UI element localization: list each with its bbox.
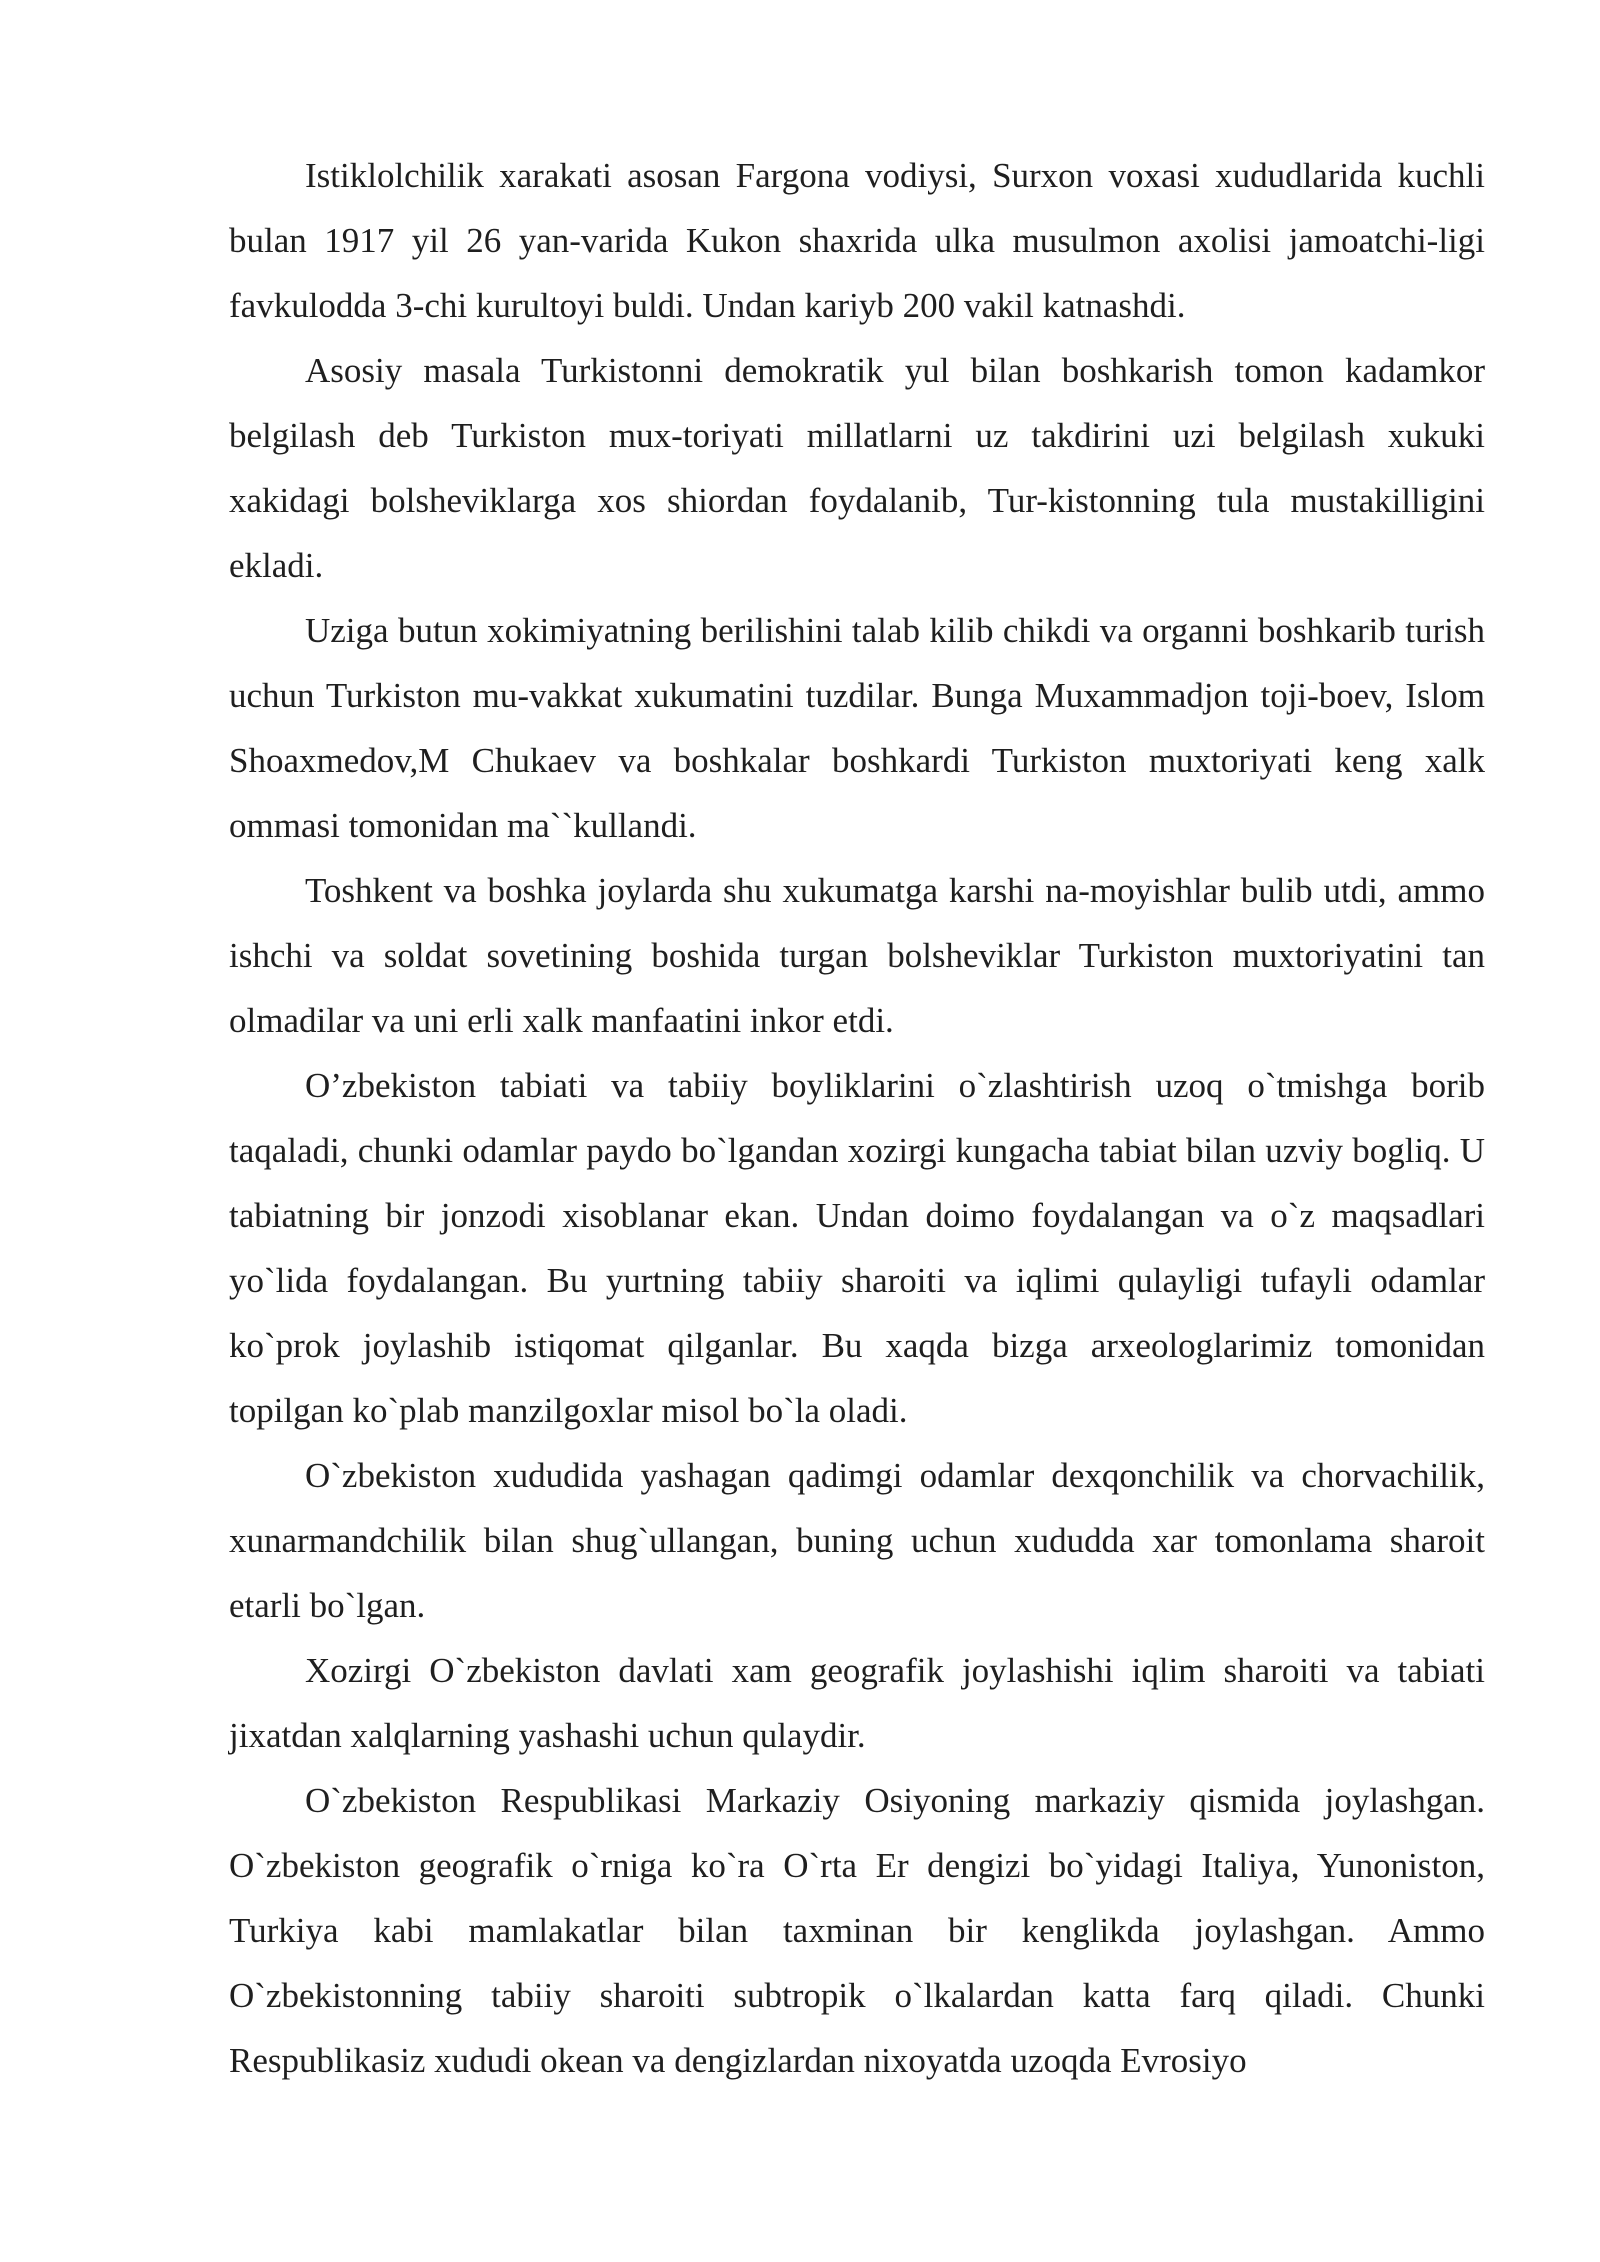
paragraph: O`zbekiston xududida yashagan qadimgi odamlar dexqonchilik va chorvachilik, xunarmandchilik bilan shug`ullangan, buning uchun xududda xar tomonlama sharoit etarli bo`lgan. [229, 1456, 1485, 1625]
paragraph: Uziga butun xokimiyatning berilishini talab kilib chikdi va organni boshkarib turish uchun Turkiston mu-vakkat xukumatini tuzdilar. Bunga Muxammadjon toji-boev, Islom Shoaxmedov,M Chukaev va boshkalar boshkardi Turkiston muxtoriyati keng xalk ommasi tomonidan ma``kullandi. [229, 611, 1485, 845]
paragraph: Toshkent va boshka joylarda shu xukumatga karshi na-moyishlar bulib utdi, ammo ishchi va soldat sovetining boshida turgan bolsheviklar Turkiston muxtoriyatini tan olmadilar va uni erli xalk manfaatini inkor etdi. [229, 871, 1485, 1040]
paragraph: Asosiy masala Turkistonni demokratik yul bilan boshkarish tomon kadamkor belgilash deb Turkiston mux-toriyati millatlarni uz takdirini uzi belgilash xukuki xakidagi bolsheviklarga xos shiordan foydalanib, Tur-kistonning tula mustakilligini ekladi. [229, 351, 1485, 585]
paragraph: Xozirgi O`zbekiston davlati xam geografik joylashishi iqlim sharoiti va tabiati jixatdan xalqlarning yashashi uchun qulaydir. [229, 1651, 1485, 1755]
paragraph: O’zbekiston tabiati va tabiiy boyliklarini o`zlashtirish uzoq o`tmishga borib taqaladi, chunki odamlar paydo bo`lgandan xozirgi kungacha tabiat bilan uzviy bogliq. U tabiatning bir jonzodi xisoblanar ekan. Undan doimo foydalangan va o`z maqsadlari yo`lida foydalangan. Bu yurtning tabiiy sharoiti va iqlimi qulayligi tufayli odamlar ko`prok joylashib istiqomat qilganlar. Bu xaqda bizga arxeologlarimiz tomonidan topilgan ko`plab manzilgoxlar misol bo`la oladi. [229, 1066, 1485, 1430]
paragraph: Istiklolchilik xarakati asosan Fargona vodiysi, Surxon voxasi xududlarida kuchli bulan 1917 yil 26 yan-varida Kukon shaxrida ulka musulmon axolisi jamoatchi-ligi favkulodda 3-chi kurultoyi buldi. Undan kariyb 200 vakil katnashdi. [229, 156, 1485, 325]
document-body [229, 143, 1485, 2093]
paragraph: O`zbekiston Respublikasi Markaziy Osiyoning markaziy qismida joylashgan. O`zbekiston geografik o`rniga ko`ra O`rta Er dengizi bo`yidagi Italiya, Yunoniston, Turkiya kabi mamlakatlar bilan taxminan bir kenglikda joylashgan. Ammo O`zbekistonning tabiiy sharoiti subtropik o`lkalardan katta farq qiladi. Chunki Respublikasiz xududi okean va dengizlardan nixoyatda uzoqda Evrosiyo [229, 1781, 1485, 2080]
